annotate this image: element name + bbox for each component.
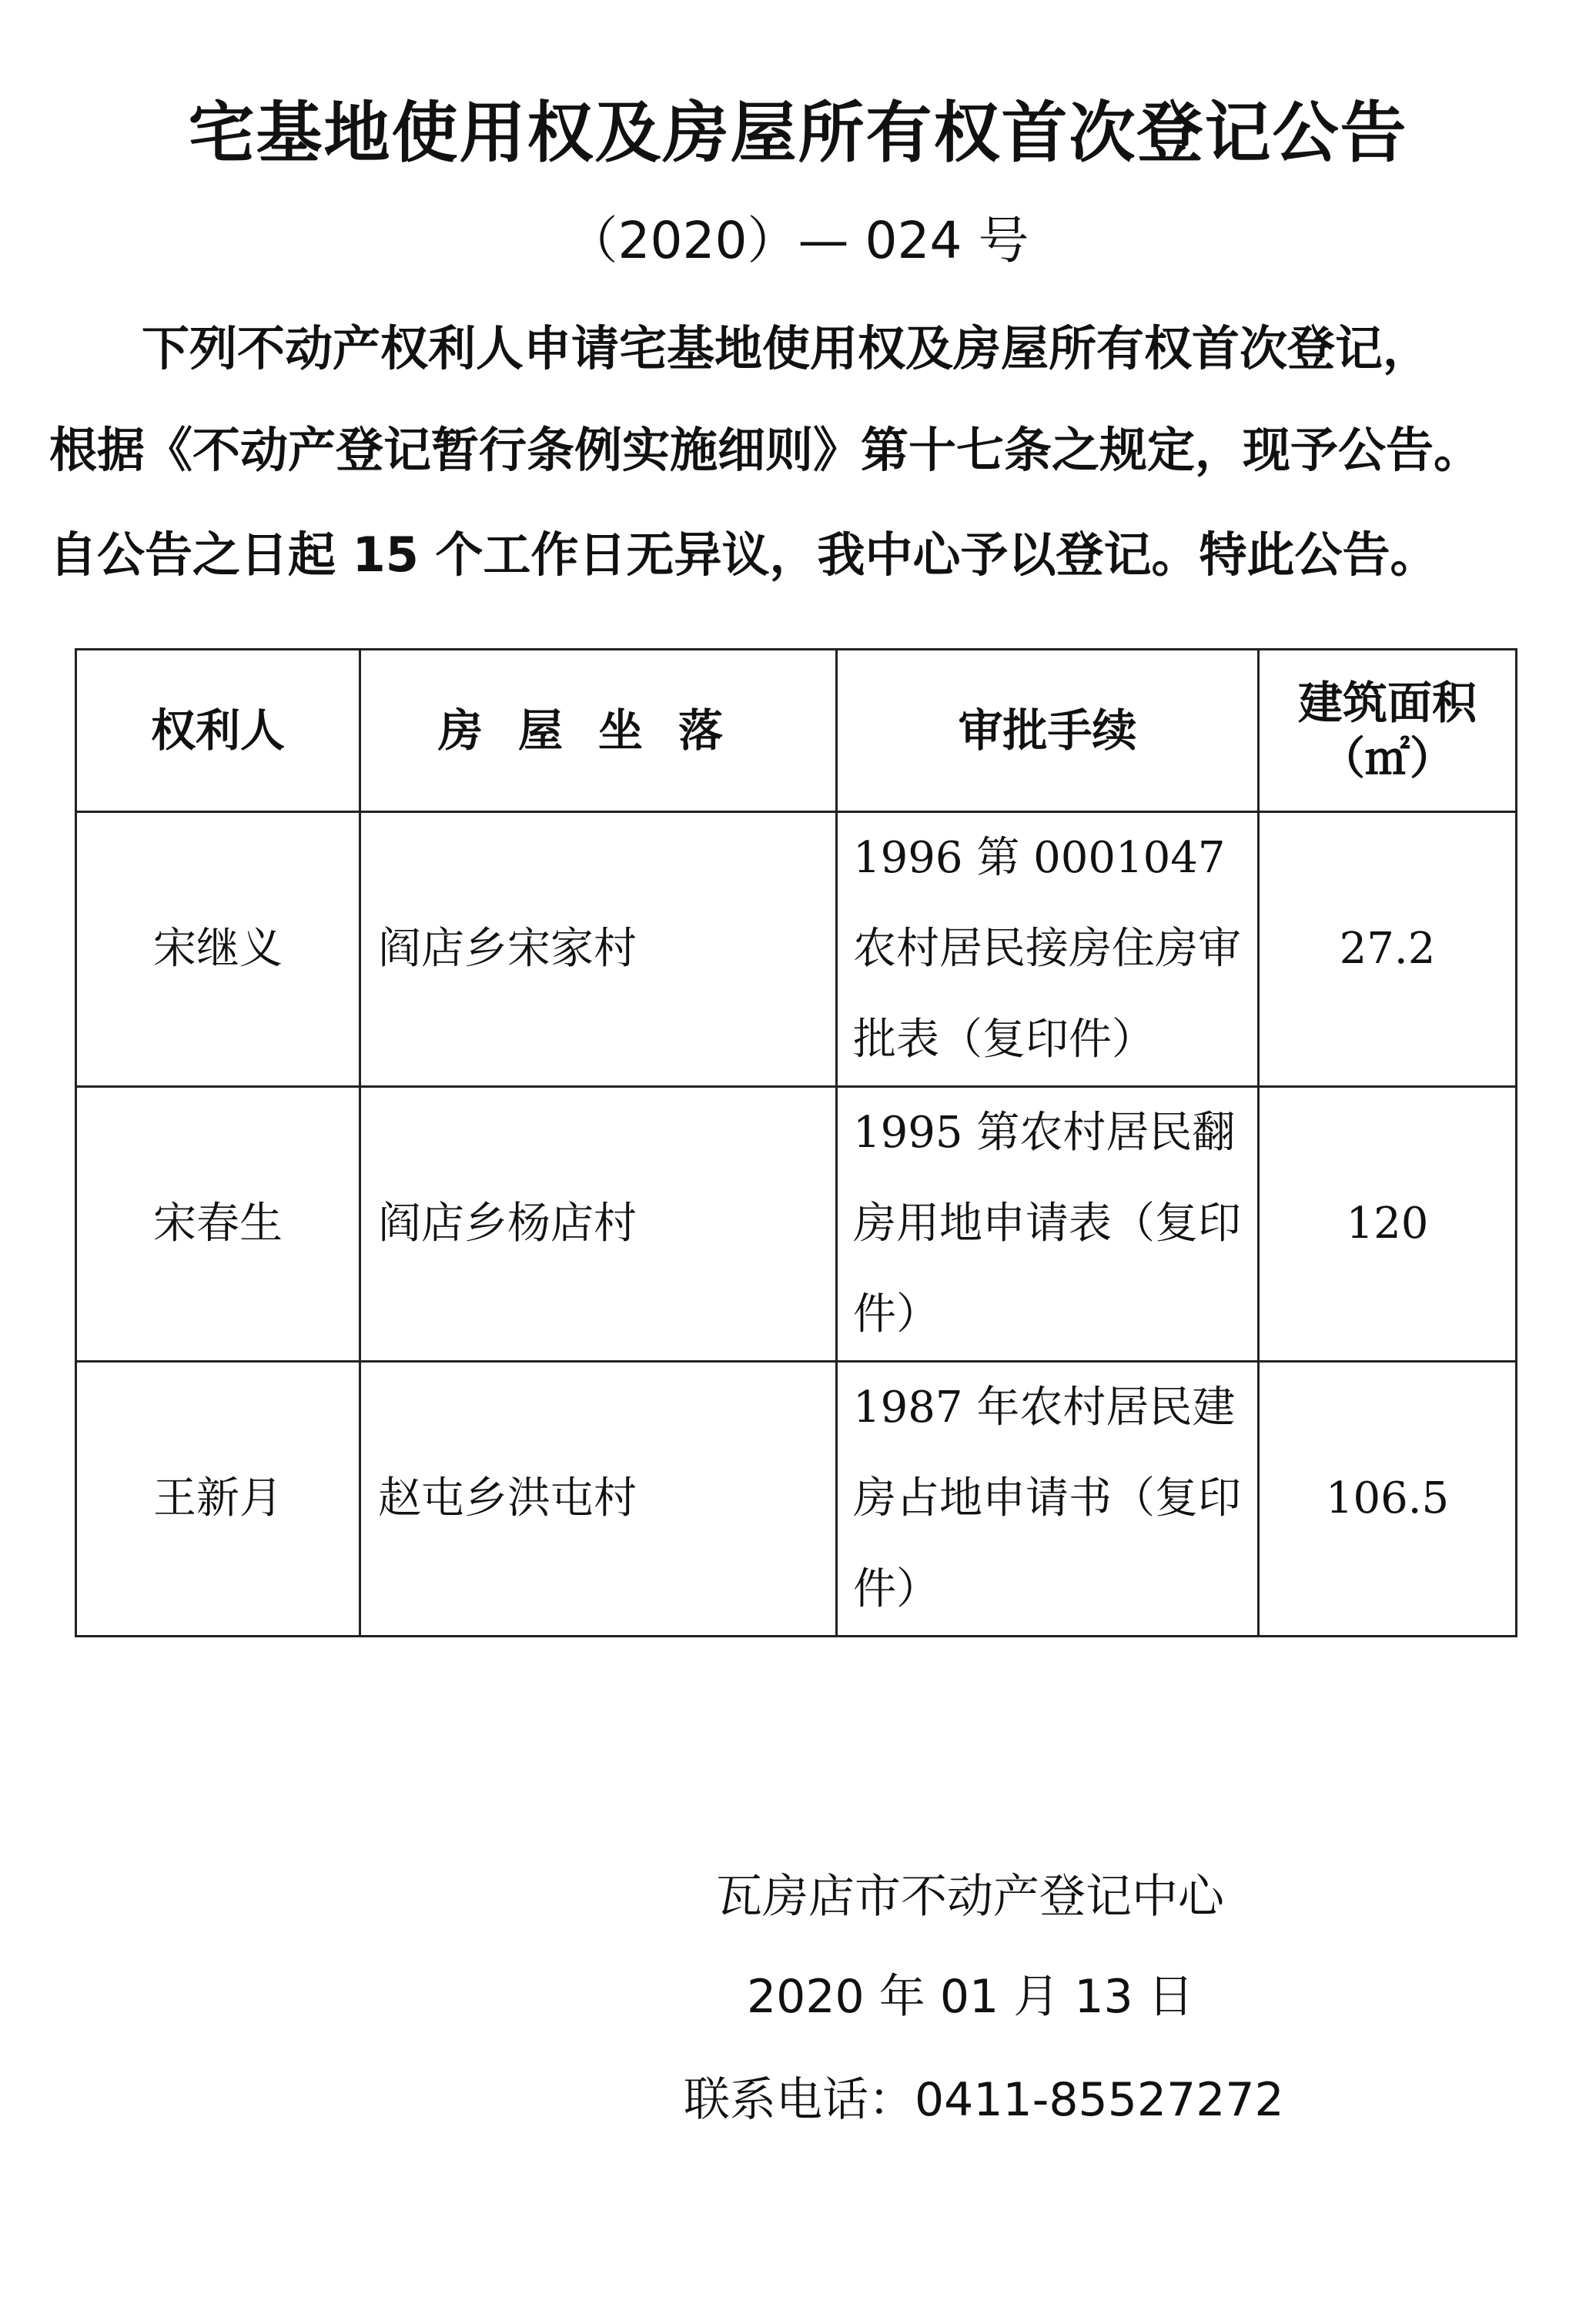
header-location bbox=[360, 650, 837, 812]
notice-paragraph-line-1: 下列不动产权利人申请宅基地使用权及房屋所有权首次登记， bbox=[142, 320, 1431, 376]
registration-table bbox=[75, 648, 1517, 1637]
cell-approval: 1996 第 0001047 农村居民接房住房审批表（复印件） bbox=[837, 812, 1259, 1087]
notice-title: 宅基地使用权及房屋所有权首次登记公告 bbox=[188, 95, 1408, 172]
contact-phone: 联系电话：0411-85527272 bbox=[684, 2073, 1284, 2127]
cell-approval: 1987 年农村居民建房占地申请书（复印件） bbox=[837, 1362, 1259, 1637]
document-number: （2020）— 024 号 bbox=[567, 211, 1029, 270]
table-row bbox=[76, 812, 1517, 1087]
header-area-label: 建筑面积 bbox=[1297, 677, 1477, 729]
header-area-unit: （㎡） bbox=[1320, 732, 1454, 784]
issuing-organization: 瓦房店市不动产登记中心 bbox=[716, 1870, 1224, 1924]
cell-area: 120 bbox=[1259, 1087, 1517, 1362]
notice-paragraph-line-3: 自公告之日起 15 个工作日无异议，我中心予以登记。特此公告。 bbox=[49, 527, 1438, 583]
cell-owner: 宋继义 bbox=[76, 812, 360, 1087]
cell-location: 阎店乡宋家村 bbox=[360, 812, 837, 1087]
cell-location: 阎店乡杨店村 bbox=[360, 1087, 837, 1362]
header-approval: 审批手续 bbox=[837, 650, 1259, 812]
header-area bbox=[1259, 650, 1517, 812]
table-row bbox=[76, 1087, 1517, 1362]
issue-date: 2020 年 01 月 13 日 bbox=[747, 1970, 1194, 2024]
table-row bbox=[76, 1362, 1517, 1637]
cell-area: 106.5 bbox=[1259, 1362, 1517, 1637]
table-header-row bbox=[76, 650, 1517, 812]
cell-area: 27.2 bbox=[1259, 812, 1517, 1087]
header-location-text: 房屋坐落 bbox=[437, 704, 758, 757]
cell-owner: 王新月 bbox=[76, 1362, 360, 1637]
cell-approval: 1995 第农村居民翻房用地申请表（复印件） bbox=[837, 1087, 1259, 1362]
cell-owner: 宋春生 bbox=[76, 1087, 360, 1362]
notice-paragraph-line-2: 根据《不动产登记暂行条例实施细则》第十七条之规定，现予公告。 bbox=[49, 422, 1482, 478]
cell-location: 赵屯乡洪屯村 bbox=[360, 1362, 837, 1637]
header-owner: 权利人 bbox=[76, 650, 360, 812]
